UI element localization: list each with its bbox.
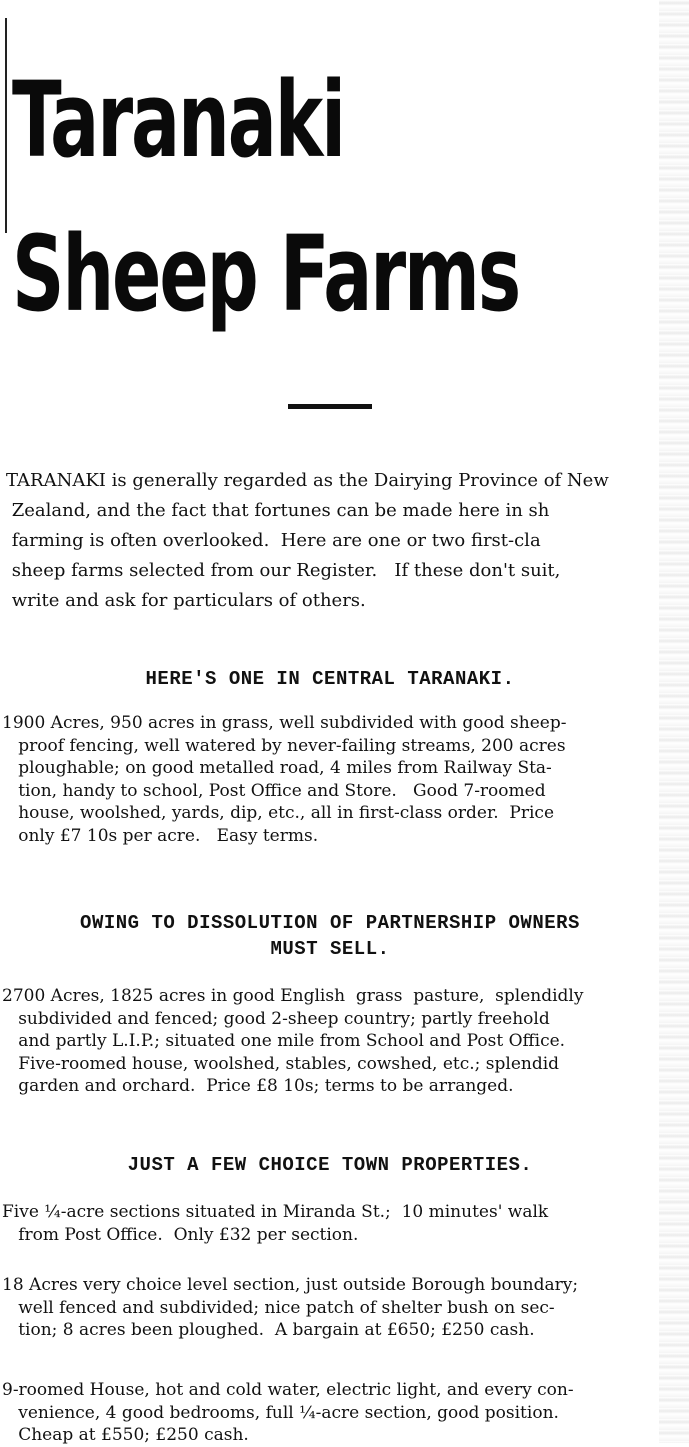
intro-paragraph: TARANAKI is generally regarded as the Dairying Province of New Zealand, and the fact that fortunes can be made here in sh farming is often overlooked. Here are one or two first-cla sheep farms selected from our Register. If these don't suit, write and ask for particulars of others. xyxy=(6,470,609,611)
listing-town-sections: Five ¼-acre sections situated in Miranda St.; 10 minutes' walk from Post Office. Only £32 per section. xyxy=(2,1202,549,1245)
listing-18-acres: 18 Acres very choice level section, just outside Borough boundary; well fenced and subdivided; nice patch of shelter bush on sec- tion; 8 acres been ploughed. A bargain at £650; £250 cash. xyxy=(2,1275,579,1340)
headline-line-2: Sheep Farms xyxy=(12,213,520,335)
listing-9-roomed-house: 9-roomed House, hot and cold water, electric light, and every con- venience, 4 good bedrooms, full ¼-acre section, good position. Cheap at £550; £250 cash. xyxy=(2,1380,574,1445)
listing-partnership-farm: 2700 Acres, 1825 acres in good English grass pasture, splendidly subdivided and fenced; good 2-sheep country; partly freehold and partly L.I.P.; situated one mile from School and Post Office. Five-roomed house, woolshed, stables, cowshed, etc.; splendid garden and orchard. Price £8 10s; terms to be arranged. xyxy=(2,986,584,1096)
section-heading-town: JUST A FEW CHOICE TOWN PROPERTIES. xyxy=(127,1154,533,1176)
section-heading-partnership: OWING TO DISSOLUTION OF PARTNERSHIP OWNERS MUST SELL. xyxy=(80,912,580,960)
column-rule xyxy=(5,18,7,233)
headline-line-1: Taranaki xyxy=(12,59,344,181)
section-heading-central: HERE'S ONE IN CENTRAL TARANAKI. xyxy=(145,668,515,690)
listing-central-farm: 1900 Acres, 950 acres in grass, well subdivided with good sheep- proof fencing, well watered by never-failing streams, 200 acres ploughable; on good metalled road, 4 miles from Railway Sta- tion, handy to school, Post Office and Store. Good 7-roomed house, woolshed, yards, dip, etc., all in first-class order. Price only £7 10s per acre. Easy terms. xyxy=(2,713,567,846)
divider-rule xyxy=(288,404,372,409)
